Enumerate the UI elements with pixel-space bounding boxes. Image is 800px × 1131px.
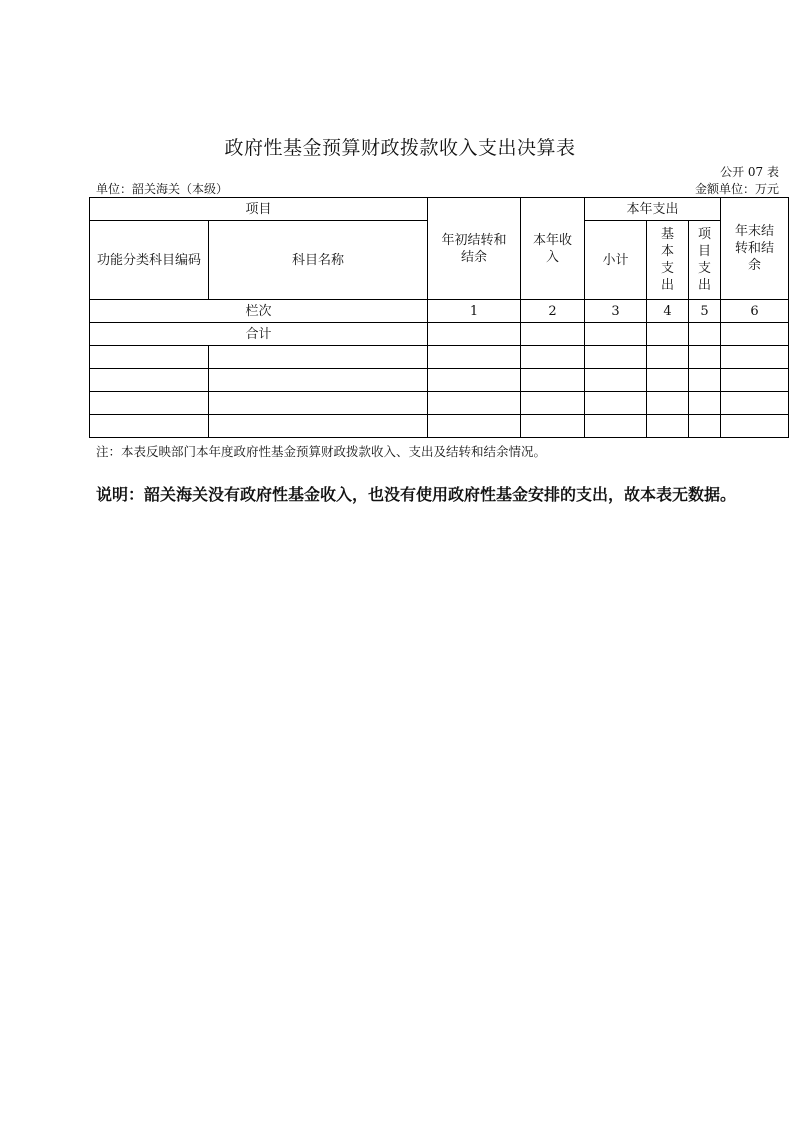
- header-beginning-balance: 年初结转和结余: [428, 198, 521, 300]
- header-subtotal: 小计: [585, 221, 647, 300]
- header-current-income: 本年收入: [521, 198, 585, 300]
- table-cell: [428, 323, 521, 346]
- explanation-text: 说明：韶关海关没有政府性基金收入，也没有使用政府性基金安排的支出，故本表无数据。: [96, 485, 737, 504]
- table-cell: [209, 346, 428, 369]
- table-cell: [647, 392, 689, 415]
- table-cell: [689, 369, 721, 392]
- table-cell: [647, 415, 689, 438]
- header-current-expense: 本年支出: [585, 198, 721, 221]
- table-cell: [721, 392, 789, 415]
- column-index-label: 栏次: [90, 300, 428, 323]
- header-ending-balance: 年末结转和结余: [721, 198, 789, 300]
- table-cell: [721, 369, 789, 392]
- table-row: [90, 369, 789, 392]
- table-cell: [521, 323, 585, 346]
- table-cell: [721, 415, 789, 438]
- table-cell: [585, 392, 647, 415]
- table-cell: [585, 415, 647, 438]
- header-project-expense: 项目支出: [689, 221, 721, 300]
- table-cell: [689, 346, 721, 369]
- table-cell: [90, 369, 209, 392]
- table-row: [90, 323, 789, 346]
- total-label: 合计: [90, 323, 428, 346]
- column-number: 2: [521, 300, 585, 323]
- column-number: 4: [647, 300, 689, 323]
- table-cell: [428, 415, 521, 438]
- column-number: 1: [428, 300, 521, 323]
- budget-table: [89, 197, 789, 438]
- column-number: 6: [721, 300, 789, 323]
- table-row: [90, 415, 789, 438]
- table-cell: [428, 369, 521, 392]
- column-number: 3: [585, 300, 647, 323]
- table-cell: [689, 415, 721, 438]
- table-note: 注：本表反映部门本年度政府性基金预算财政拨款收入、支出及结转和结余情况。: [96, 444, 547, 459]
- header-subject-name: 科目名称: [209, 221, 428, 300]
- table-cell: [209, 392, 428, 415]
- table-row: [90, 300, 789, 323]
- money-unit-label: 金额单位：万元: [694, 182, 779, 196]
- table-cell: [90, 392, 209, 415]
- unit-label: 单位：韶关海关（本级）: [96, 182, 229, 196]
- table-cell: [721, 323, 789, 346]
- header-item: 项目: [90, 198, 428, 221]
- table-cell: [521, 369, 585, 392]
- table-cell: [647, 346, 689, 369]
- table-cell: [428, 392, 521, 415]
- table-cell: [647, 323, 689, 346]
- table-cell: [428, 346, 521, 369]
- table-cell: [521, 415, 585, 438]
- table-cell: [647, 369, 689, 392]
- table-cell: [209, 415, 428, 438]
- table-cell: [90, 346, 209, 369]
- table-cell: [689, 392, 721, 415]
- table-row: [90, 346, 789, 369]
- table-cell: [689, 323, 721, 346]
- column-number: 5: [689, 300, 721, 323]
- table-cell: [585, 346, 647, 369]
- table-cell: [585, 323, 647, 346]
- table-cell: [521, 392, 585, 415]
- header-func-code: 功能分类科目编码: [90, 221, 209, 300]
- table-row: [90, 392, 789, 415]
- report-title: 政府性基金预算财政拨款收入支出决算表: [224, 137, 576, 159]
- table-cell: [521, 346, 585, 369]
- table-code: 公开 07 表: [720, 165, 779, 179]
- table-cell: [90, 415, 209, 438]
- header-basic-expense: 基本支出: [647, 221, 689, 300]
- table-cell: [585, 369, 647, 392]
- table-cell: [721, 346, 789, 369]
- table-cell: [209, 369, 428, 392]
